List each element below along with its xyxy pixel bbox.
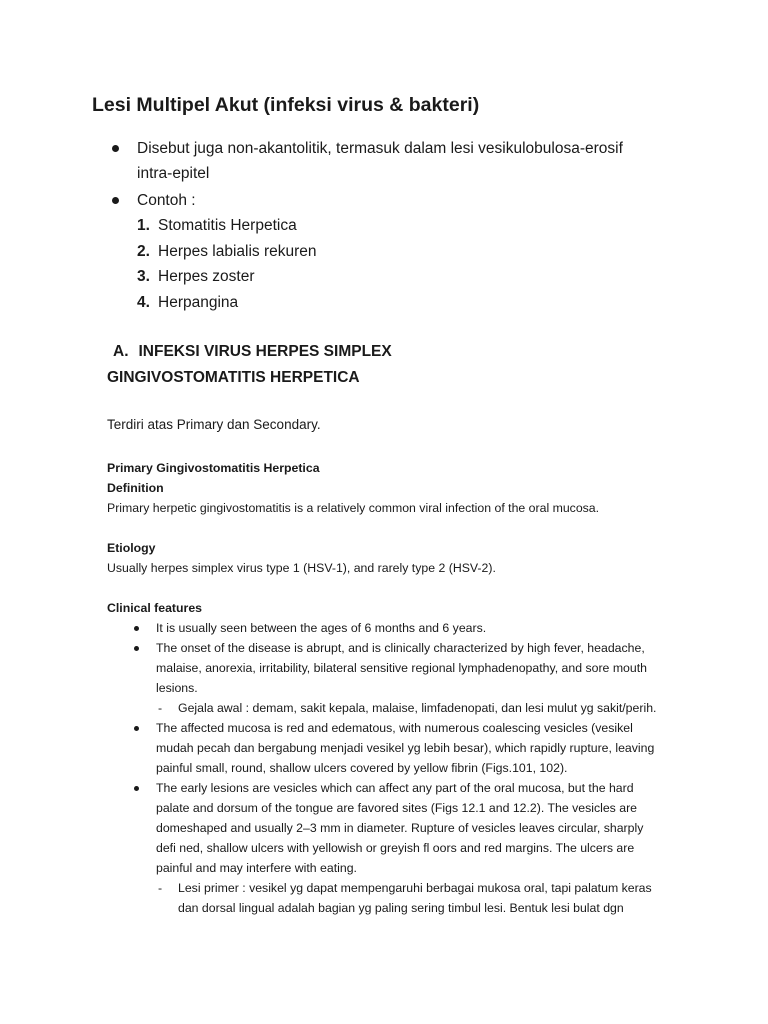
list-item-text: Stomatitis Herpetica (158, 217, 297, 234)
intro-bullet-text: Contoh : (137, 192, 196, 209)
section-a-heading (113, 343, 392, 361)
bullet-dot-icon (112, 145, 119, 152)
list-item-text: Herpangina (158, 293, 239, 311)
bullet-dot-icon (134, 646, 139, 651)
clinical-bullet (107, 638, 687, 698)
section-letter: A. (113, 343, 129, 360)
clinical-bullet (107, 618, 687, 638)
clinical-bullet (107, 718, 687, 778)
list-item (137, 264, 712, 290)
etiology-label: Etiology (107, 541, 156, 555)
clinical-bullet-text: domeshaped and usually 2–3 mm in diameter. Rupture of vesicles leaves circular, sharply (156, 821, 644, 835)
clinical-bullet-text: painful small, round, shallow ulcers covered by yellow fibrin (Figs.101, 102). (156, 761, 568, 775)
clinical-bullet-text: painful and may interfere with eating. (156, 861, 357, 875)
intro-bullet-text: Disebut juga non-akantolitik, termasuk dalam lesi vesikulobulosa-erosif (137, 140, 623, 157)
primary-heading: Primary Gingivostomatitis Herpetica (107, 461, 320, 475)
list-item (137, 213, 712, 239)
definition-label: Definition (107, 481, 164, 495)
primary-section (107, 458, 687, 918)
list-item (137, 290, 712, 316)
clinical-bullet-text: lesions. (156, 681, 198, 695)
etiology-text: Usually herpes simplex virus type 1 (HSV-1), and rarely type 2 (HSV-2). (107, 561, 496, 575)
dash-subitem-text: Lesi primer : vesikel yg dapat mempengaruhi berbagai mukosa oral, tapi palatum keras (178, 881, 652, 895)
bullet-dot-icon (134, 726, 139, 731)
list-item-text: Herpes zoster (158, 268, 255, 285)
clinical-bullet-text: defi ned, shallow ulcers with yellowish or greyish fl oors and red margins. The ulcers are (156, 841, 635, 855)
dash-subitem-text: dan dorsal lingual adalah bagian yg paling sering timbul lesi. Bentuk lesi bulat dgn (178, 901, 624, 915)
intro-bullet-list (112, 136, 712, 315)
list-number: 2. (137, 242, 150, 260)
intro-bullet (112, 188, 712, 315)
list-number: 4. (137, 293, 150, 311)
dash-subitem-text: Gejala awal : demam, sakit kepala, malaise, limfadenopati, dan lesi mulut yg sakit/perih. (178, 701, 657, 715)
dash-subitem (107, 878, 687, 918)
definition-text: Primary herpetic gingivostomatitis is a relatively common viral infection of the oral mucosa. (107, 501, 600, 515)
clinical-features-label: Clinical features (107, 601, 202, 615)
clinical-bullet-text: The early lesions are vesicles which can affect any part of the oral mucosa, but the hard (156, 781, 634, 795)
clinical-bullet-text: It is usually seen between the ages of 6 months and 6 years. (156, 621, 487, 635)
clinical-bullet-text: palate and dorsum of the tongue are favored sites (Figs 12.1 and 12.2). The vesicles are (156, 801, 638, 815)
lead-text: Terdiri atas Primary dan Secondary. (107, 417, 321, 432)
bullet-dot-icon (134, 786, 139, 791)
intro-bullet (112, 136, 712, 186)
dash-marker: - (158, 701, 163, 715)
examples-list (137, 213, 712, 315)
clinical-bullet-text: malaise, anorexia, irritability, bilateral sensitive regional lymphadenopathy, and sore mouth (156, 661, 647, 675)
bullet-dot-icon (112, 197, 119, 204)
list-item (137, 239, 712, 265)
bullet-dot-icon (134, 626, 139, 631)
list-number: 1. (137, 217, 150, 234)
list-number: 3. (137, 268, 150, 285)
page-title: Lesi Multipel Akut (infeksi virus & bakteri) (92, 94, 480, 116)
clinical-bullet (107, 778, 687, 878)
clinical-bullet-text: The onset of the disease is abrupt, and is clinically characterized by high fever, headache, (156, 641, 645, 655)
intro-bullet-text: intra-epitel (137, 165, 210, 182)
dash-marker: - (158, 881, 163, 895)
list-item-text: Herpes labialis rekuren (158, 242, 317, 260)
section-a-title: INFEKSI VIRUS HERPES SIMPLEX (138, 343, 392, 360)
dash-subitem (107, 698, 687, 718)
section-a-subheading: GINGIVOSTOMATITIS HERPETICA (107, 369, 360, 386)
clinical-bullet-text: mudah pecah dan bergabung menjadi vesikel yg lebih besar), which rapidly rupture, leaving (156, 741, 655, 755)
clinical-bullet-text: The affected mucosa is red and edematous, with numerous coalescing vesicles (vesikel (156, 721, 633, 735)
